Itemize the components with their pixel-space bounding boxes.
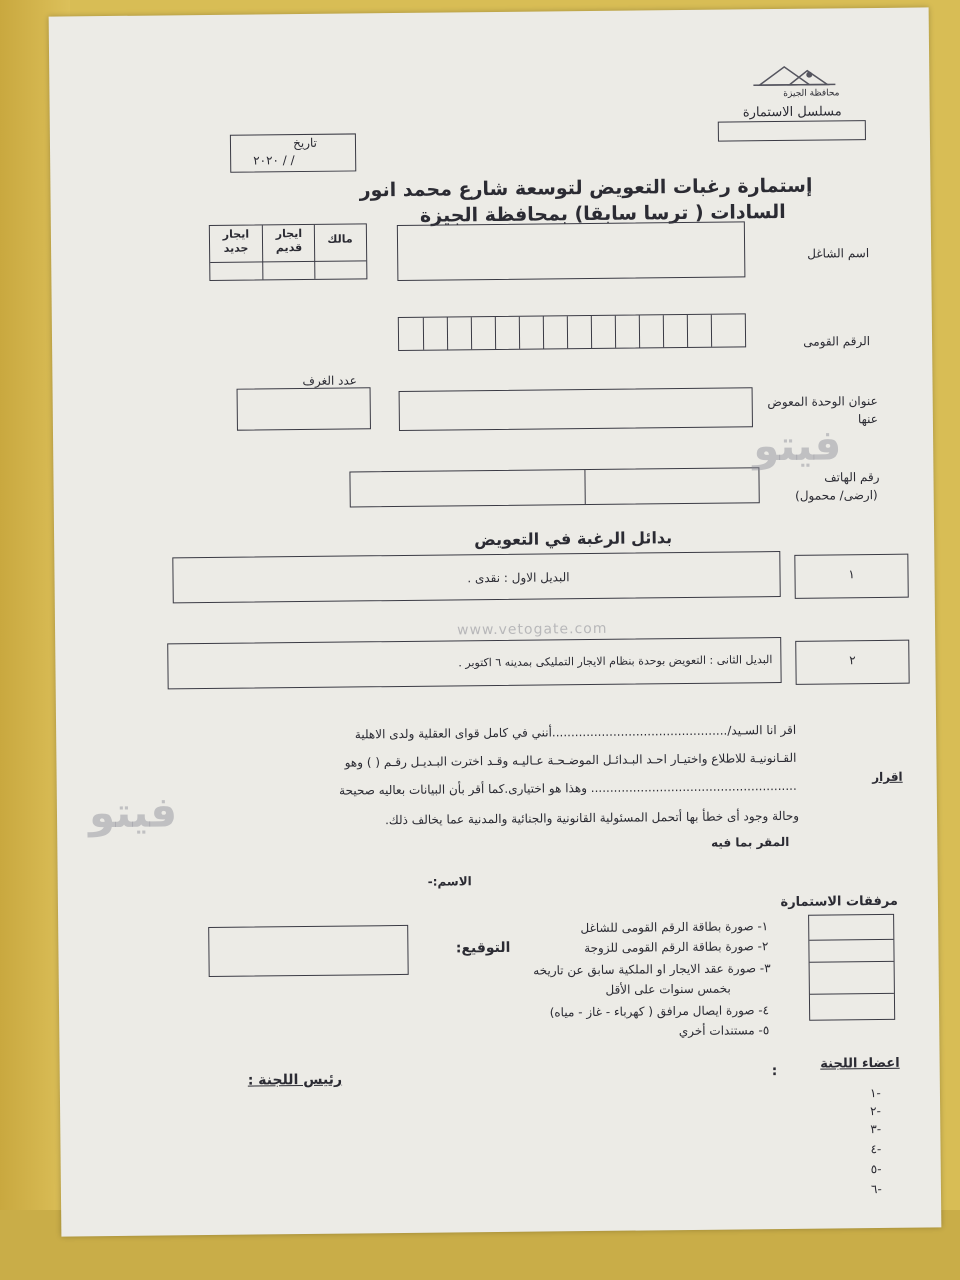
alt2-text-box <box>167 637 781 689</box>
phone-field[interactable] <box>349 467 759 507</box>
date-value: / / ٢٠٢٠ <box>253 153 295 168</box>
governorate-logo <box>749 60 839 97</box>
attachment-item: ١- صورة بطاقة الرقم القومى للشاغل <box>580 919 769 936</box>
alt1-choice-box[interactable] <box>794 554 908 599</box>
brand-watermark: فيتو <box>752 420 842 471</box>
committee-members-label: اعضاء اللجنة <box>820 1055 900 1072</box>
tenure-new-rent-check[interactable] <box>210 262 262 279</box>
tenure-owner-check[interactable] <box>315 261 366 278</box>
alternatives-heading: بدائل الرغبة في التعويض <box>474 528 673 550</box>
committee-member: -٥ <box>870 1161 882 1177</box>
date-label: تاريخ <box>293 135 318 151</box>
attachments-heading: مرفقات الاستمارة <box>780 893 899 911</box>
committee-member: -٢ <box>870 1103 882 1119</box>
committee-member: -٣ <box>870 1121 882 1137</box>
tenure-table <box>209 223 368 281</box>
attachment-item: ٤- صورة ايصال مرافق ( كهرباء - غاز - مياه) <box>549 1003 770 1020</box>
alt2-number: ٢ <box>849 653 856 668</box>
alt1-number: ١ <box>848 567 855 582</box>
committee-head-label: رئيس اللجنة : <box>247 1071 343 1089</box>
committee-member: -١ <box>869 1085 881 1101</box>
declaration-label: اقرار <box>872 769 903 785</box>
alt1-text-box <box>172 551 780 603</box>
form-title-line1: إستمارة رغبات التعويض لتوسعة شارع محمد انور <box>359 174 813 202</box>
tenure-owner: مالك <box>327 232 353 246</box>
form-paper <box>49 7 942 1236</box>
attachment-item: ٥- مستندات أخري <box>678 1023 770 1039</box>
date-box[interactable] <box>230 133 356 172</box>
declaration-name-label: الاسم:- <box>427 874 472 889</box>
national-id-label: الرقم القومى <box>803 334 871 349</box>
committee-members-colon: : <box>771 1063 778 1080</box>
attachment-item: ٣- صورة عقد الايجار او الملكية سابق عن تاريخه <box>533 961 771 978</box>
attachments-checklist <box>808 914 895 1021</box>
committee-member: -٦ <box>870 1181 882 1197</box>
signature-field[interactable] <box>208 925 409 977</box>
signature-label: التوقيع: <box>455 939 511 957</box>
phone-hint: (ارضى/ محمول) <box>795 487 878 503</box>
declaration-line3: ...................................................... وهذا هو اختيارى.كما أقر بأن البيانات بعاليه صحيحة <box>339 778 797 798</box>
declaration-line1: اقر انا السـيد/..............................................أنني في كامل قواى العقلية ولدى الاهلية <box>354 722 797 742</box>
attachment-item: بخمس سنوات على الأقل <box>605 981 731 997</box>
address-field[interactable] <box>399 387 753 431</box>
national-id-field[interactable] <box>398 313 746 351</box>
form-title-line2: السادات ( ترسا سابقا) بمحافظة الجيزة <box>419 200 786 227</box>
attachment-item: ٢- صورة بطاقة الرقم القومى للزوجة <box>584 939 769 956</box>
tenure-old-rent: ايجار قديم <box>275 226 303 255</box>
alt1-text: البديل الاول : نقدى . <box>467 570 570 586</box>
rooms-label: عدد الغرف <box>302 373 358 389</box>
tenure-old-rent-check[interactable] <box>263 262 314 279</box>
rooms-field[interactable] <box>237 387 371 430</box>
phone-label: رقم الهاتف <box>824 469 880 485</box>
alt2-choice-box[interactable] <box>795 640 909 685</box>
serial-label: مسلسل الاستمارة <box>742 104 842 121</box>
brand-watermark: فيتو <box>88 787 178 838</box>
url-watermark: www.vetogate.com <box>457 620 608 639</box>
tenure-new-rent: ايجار جديد <box>222 227 250 255</box>
declaration-line4: وحالة وجود أى خطأ بها أتحمل المسئولية القانونية والجنائية والمدنية عما يخالف ذلك. <box>384 808 800 828</box>
declaration-line2: القـانونيـة للاطلاع واختيـار احـد البـدائـل الموضـحـة عـاليـه وقـد اخترت البـديـل رقـم ( ) وهو <box>344 750 797 770</box>
occupant-name-field[interactable] <box>397 221 746 281</box>
committee-member: -٤ <box>870 1141 882 1157</box>
declaration-signer: المقر بما فيه <box>711 834 790 850</box>
alt2-text: البديل الثانى : التعويض بوحدة بنظام الايجار التمليكى بمدينه ٦ اكتوبر . <box>458 653 773 670</box>
serial-field[interactable] <box>718 120 866 142</box>
occupant-name-label: اسم الشاغل <box>807 246 870 261</box>
pyramid-logo-icon <box>749 60 839 87</box>
address-label: عنوان الوحدة المعوض عنها <box>767 393 878 427</box>
logo-text: محافظة الجيزة <box>783 88 840 99</box>
